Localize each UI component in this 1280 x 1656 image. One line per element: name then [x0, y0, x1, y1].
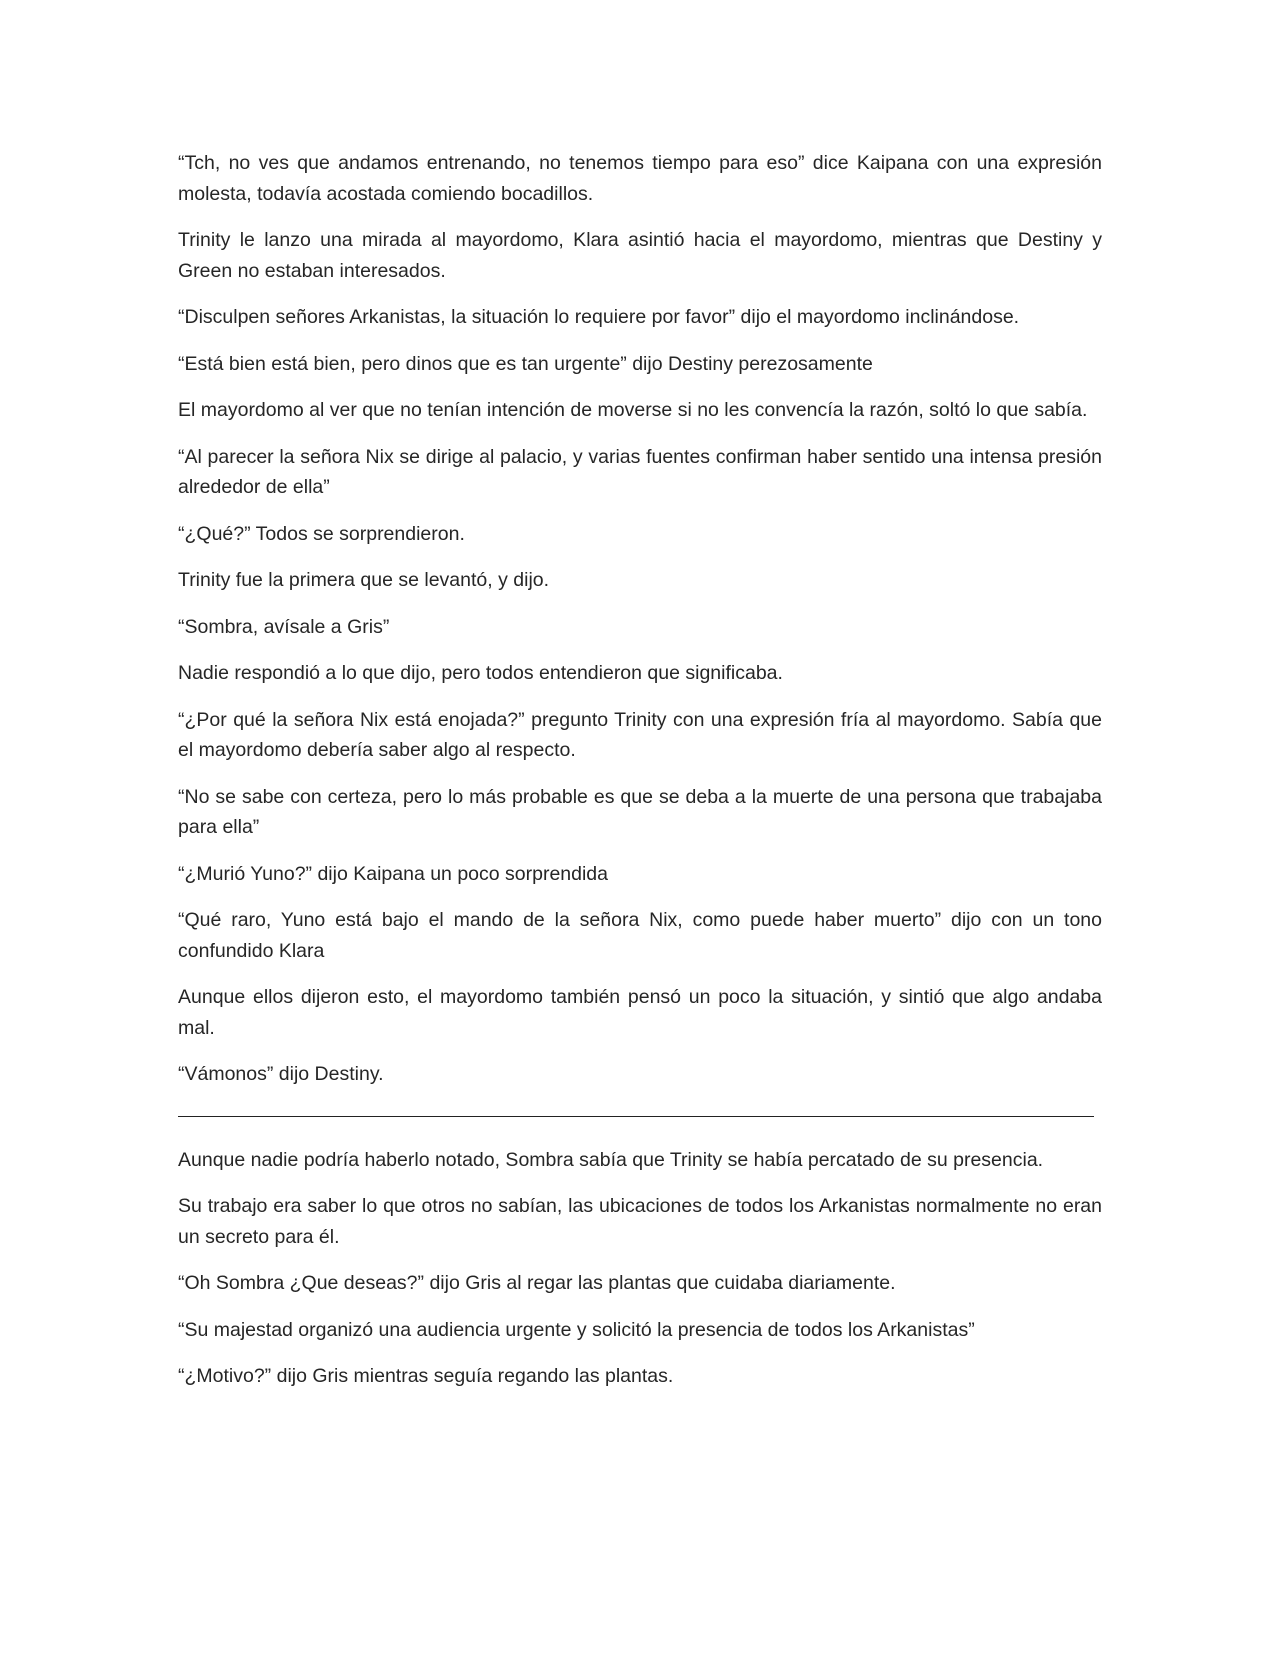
document-body: [178, 148, 1102, 1408]
section-separator-line: [178, 1116, 1094, 1117]
paragraph: “Oh Sombra ¿Que deseas?” dijo Gris al regar las plantas que cuidaba diariamente.: [178, 1272, 896, 1294]
paragraph: El mayordomo al ver que no tenían intención de moverse si no les convencía la razón, soltó lo que sabía.: [178, 399, 1088, 421]
paragraph: “Su majestad organizó una audiencia urgente y solicitó la presencia de todos los Arkanistas”: [178, 1318, 975, 1341]
paragraph: Aunque ellos dijeron esto, el mayordomo también pensó un poco la situación, y sintió que algo andaba mal.: [178, 986, 1102, 1039]
paragraph: “Qué raro, Yuno está bajo el mando de la señora Nix, como puede haber muerto” dijo con un tono confundido Klara: [178, 909, 1102, 962]
paragraph: Nadie respondió a lo que dijo, pero todos entendieron que significaba.: [178, 662, 783, 684]
paragraph: “Sombra, avísale a Gris”: [178, 615, 390, 638]
paragraph: Aunque nadie podría haberlo notado, Sombra sabía que Trinity se había percatado de su presencia.: [178, 1148, 1044, 1171]
paragraph: “No se sabe con certeza, pero lo más probable es que se deba a la muerte de una persona que trabajaba para ella”: [178, 785, 1102, 838]
paragraph: Trinity fue la primera que se levantó, y dijo.: [178, 569, 550, 591]
paragraph: “Está bien está bien, pero dinos que es tan urgente” dijo Destiny perezosamente: [178, 352, 873, 375]
paragraph: “Tch, no ves que andamos entrenando, no tenemos tiempo para eso” dice Kaipana con una expresión molesta, todavía acostada comiendo bocadillos.: [178, 152, 1102, 205]
paragraph: Su trabajo era saber lo que otros no sabían, las ubicaciones de todos los Arkanistas normalmente no eran un secreto para él.: [178, 1195, 1102, 1248]
paragraph: “¿Qué?” Todos se sorprendieron.: [178, 522, 465, 545]
paragraph: Trinity le lanzo una mirada al mayordomo, Klara asintió hacia el mayordomo, mientras que Destiny y Green no estaban interesados.: [178, 229, 1102, 282]
paragraph: “¿Por qué la señora Nix está enojada?” pregunto Trinity con una expresión fría al mayordomo. Sabía que el mayordomo debería saber algo al respecto.: [178, 708, 1102, 761]
paragraph: “Al parecer la señora Nix se dirige al palacio, y varias fuentes confirman haber sentido una intensa presión alrededor de ella”: [178, 445, 1102, 498]
paragraph: “¿Murió Yuno?” dijo Kaipana un poco sorprendida: [178, 862, 608, 885]
paragraph: “Disculpen señores Arkanistas, la situación lo requiere por favor” dijo el mayordomo inclinándose.: [178, 306, 1020, 328]
paragraph: “¿Motivo?” dijo Gris mientras seguía regando las plantas.: [178, 1365, 674, 1387]
paragraph: “Vámonos” dijo Destiny.: [178, 1063, 384, 1085]
